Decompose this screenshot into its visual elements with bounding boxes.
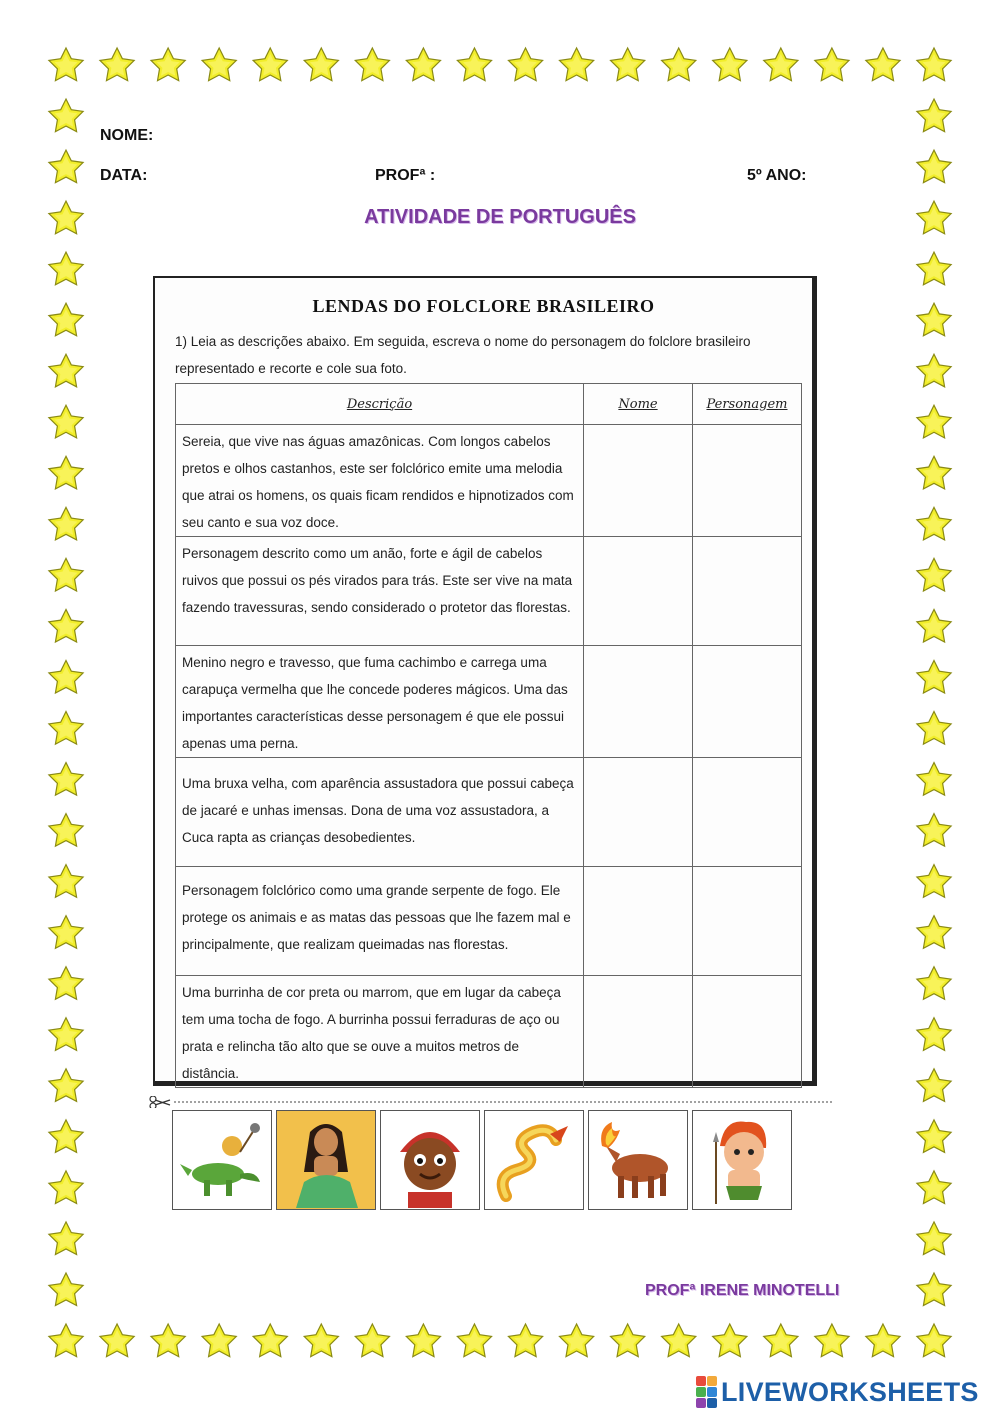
star-icon xyxy=(49,354,83,387)
star-icon xyxy=(49,967,83,1000)
star-icon xyxy=(815,1324,849,1357)
character-drop-cell[interactable] xyxy=(693,867,802,976)
curupira-icon xyxy=(694,1112,790,1208)
saci-icon xyxy=(382,1112,478,1208)
boitata-picture[interactable] xyxy=(484,1110,584,1210)
star-icon xyxy=(508,48,542,81)
cuca-picture[interactable] xyxy=(172,1110,272,1210)
mula-sem-cabeca-icon xyxy=(590,1112,686,1208)
star-icon xyxy=(151,1324,185,1357)
iara-icon xyxy=(278,1112,374,1208)
star-icon xyxy=(49,1222,83,1255)
star-icon xyxy=(611,1324,645,1357)
star-icon xyxy=(202,48,236,81)
page-title: ATIVIDADE DE PORTUGUÊS xyxy=(364,206,636,228)
star-icon xyxy=(917,814,951,847)
scissors-icon xyxy=(150,1096,170,1108)
star-icon xyxy=(406,48,440,81)
star-icon xyxy=(917,405,951,438)
star-icon xyxy=(49,1273,83,1306)
table-row xyxy=(176,976,802,1088)
star-icon xyxy=(917,99,951,132)
star-icon xyxy=(815,48,849,81)
star-icon xyxy=(49,1171,83,1204)
name-answer-cell[interactable] xyxy=(584,537,693,646)
star-icon xyxy=(49,916,83,949)
star-icon xyxy=(611,48,645,81)
worksheet-panel xyxy=(153,276,817,1086)
star-icon xyxy=(917,916,951,949)
star-icon xyxy=(304,48,338,81)
star-icon xyxy=(713,1324,747,1357)
star-icon xyxy=(917,1171,951,1204)
star-icon xyxy=(49,558,83,591)
star-icon xyxy=(917,507,951,540)
iara-picture[interactable] xyxy=(276,1110,376,1210)
star-icon xyxy=(559,1324,593,1357)
star-icon xyxy=(917,1273,951,1306)
worksheet-title: LENDAS DO FOLCLORE BRASILEIRO xyxy=(312,296,655,316)
star-icon xyxy=(917,660,951,693)
description-cell: Personagem folclórico como uma grande serpente de fogo. Ele protege os animais e as matas das pessoas que lhe fazem mal e principalmente, que realizam queimadas nas florestas. xyxy=(176,867,584,976)
star-icon xyxy=(49,814,83,847)
column-header-description: Descrição xyxy=(176,384,584,425)
teacher-label: PROFª : xyxy=(375,167,436,184)
star-icon xyxy=(49,763,83,796)
star-icon xyxy=(49,865,83,898)
star-icon xyxy=(866,1324,900,1357)
star-icon xyxy=(49,712,83,745)
star-icon xyxy=(917,252,951,285)
star-icon xyxy=(49,456,83,489)
star-icon xyxy=(355,48,389,81)
boitata-icon xyxy=(486,1112,582,1208)
instruction-text: 1) Leia as descrições abaixo. Em seguida, escreva o nome do personagem do folclore brasileiro representado e recorte e cole sua foto. xyxy=(175,334,751,376)
mula-sem-cabeca-picture[interactable] xyxy=(588,1110,688,1210)
star-icon xyxy=(917,48,951,81)
star-icon xyxy=(49,1120,83,1153)
star-icon xyxy=(917,456,951,489)
star-icon xyxy=(457,1324,491,1357)
star-icon xyxy=(49,660,83,693)
star-icon xyxy=(917,303,951,336)
star-icon xyxy=(49,303,83,336)
table-row xyxy=(176,646,802,758)
star-icon xyxy=(253,48,287,81)
description-cell: Uma burrinha de cor preta ou marrom, que em lugar da cabeça tem uma tocha de fogo. A burrinha possui ferraduras de aço ou prata e relincha tão alto que se ouve a muitos metros de distância. xyxy=(176,976,584,1088)
character-drop-cell[interactable] xyxy=(693,758,802,867)
date-label: DATA: xyxy=(100,167,148,184)
star-icon xyxy=(49,1018,83,1051)
star-icon xyxy=(49,252,83,285)
star-icon xyxy=(917,1120,951,1153)
name-answer-cell[interactable] xyxy=(584,976,693,1088)
teacher-signature: PROFª IRENE MINOTELLI xyxy=(645,1282,840,1299)
liveworksheets-text: LIVEWORKSHEETS xyxy=(721,1376,979,1407)
character-drop-cell[interactable] xyxy=(693,537,802,646)
legend-table xyxy=(175,383,802,1088)
star-icon xyxy=(662,1324,696,1357)
star-icon xyxy=(508,1324,542,1357)
star-icon xyxy=(764,48,798,81)
table-row xyxy=(176,867,802,976)
table-row xyxy=(176,537,802,646)
star-icon xyxy=(100,1324,134,1357)
name-answer-cell[interactable] xyxy=(584,867,693,976)
star-icon xyxy=(917,1324,951,1357)
star-icon xyxy=(49,609,83,642)
liveworksheets-watermark xyxy=(696,1376,979,1408)
column-header-character: Personagem xyxy=(693,384,802,425)
star-icon xyxy=(917,558,951,591)
description-cell: Uma bruxa velha, com aparência assustadora que possui cabeça de jacaré e unhas imensas. Dona de uma voz assustadora, a Cuca rapta as crianças desobedientes. xyxy=(176,758,584,867)
star-icon xyxy=(917,1018,951,1051)
curupira-picture[interactable] xyxy=(692,1110,792,1210)
star-icon xyxy=(917,150,951,183)
star-icon xyxy=(764,1324,798,1357)
name-answer-cell[interactable] xyxy=(584,425,693,537)
star-icon xyxy=(662,48,696,81)
character-drop-cell[interactable] xyxy=(693,425,802,537)
star-icon xyxy=(151,48,185,81)
star-icon xyxy=(713,48,747,81)
table-row xyxy=(176,758,802,867)
star-icon xyxy=(917,967,951,1000)
description-cell: Menino negro e travesso, que fuma cachimbo e carrega uma carapuça vermelha que lhe concede poderes mágicos. Uma das importantes características desse personagem é que ele possui apenas uma perna. xyxy=(176,646,584,758)
liveworksheets-logo-icon xyxy=(696,1376,717,1408)
grade-label: 5º ANO: xyxy=(747,167,807,184)
name-label: NOME: xyxy=(100,127,154,144)
cuca-icon xyxy=(174,1112,270,1208)
table-row xyxy=(176,425,802,537)
star-icon xyxy=(49,405,83,438)
star-icon xyxy=(917,1069,951,1102)
star-icon xyxy=(866,48,900,81)
star-icon xyxy=(457,48,491,81)
star-icon xyxy=(917,712,951,745)
star-icon xyxy=(49,48,83,81)
star-icon xyxy=(49,1324,83,1357)
character-drop-cell[interactable] xyxy=(693,646,802,758)
character-pictures xyxy=(172,1110,792,1210)
description-cell: Personagem descrito como um anão, forte e ágil de cabelos ruivos que possui os pés virados para trás. Este ser vive na mata fazendo travessuras, sendo considerado o protetor das florestas. xyxy=(176,537,584,646)
star-icon xyxy=(355,1324,389,1357)
star-icon xyxy=(253,1324,287,1357)
star-icon xyxy=(49,1069,83,1102)
star-icon xyxy=(917,1222,951,1255)
star-icon xyxy=(49,99,83,132)
star-icon xyxy=(49,507,83,540)
column-header-name: Nome xyxy=(584,384,693,425)
star-icon xyxy=(917,609,951,642)
star-icon xyxy=(49,150,83,183)
table-header-row xyxy=(176,384,802,425)
star-icon xyxy=(559,48,593,81)
star-icon xyxy=(304,1324,338,1357)
description-cell: Sereia, que vive nas águas amazônicas. Com longos cabelos pretos e olhos castanhos, este ser folclórico emite uma melodia que atrai os homens, os quais ficam rendidos e hipnotizados com seu canto e sua voz doce. xyxy=(176,425,584,537)
saci-picture[interactable] xyxy=(380,1110,480,1210)
star-icon xyxy=(917,763,951,796)
star-icon xyxy=(406,1324,440,1357)
star-icon xyxy=(917,354,951,387)
name-answer-cell[interactable] xyxy=(584,758,693,867)
star-icon xyxy=(917,865,951,898)
name-answer-cell[interactable] xyxy=(584,646,693,758)
cut-line xyxy=(148,1096,833,1108)
star-icon xyxy=(100,48,134,81)
star-icon xyxy=(202,1324,236,1357)
character-drop-cell[interactable] xyxy=(693,976,802,1088)
